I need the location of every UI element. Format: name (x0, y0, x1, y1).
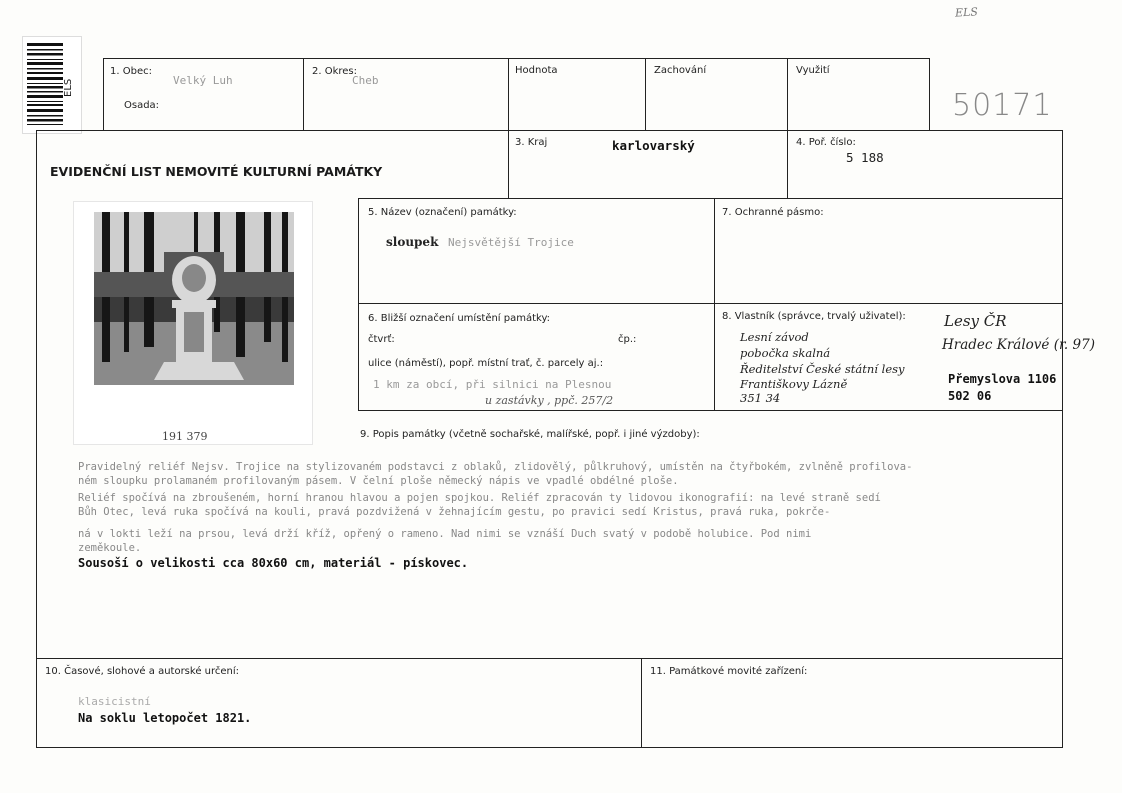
kraj-value: karlovarský (612, 138, 695, 153)
por-cislo-value: 5 188 (846, 150, 884, 165)
movite-label: 11. Památkové movité zařízení: (650, 666, 808, 677)
pasmo-label: 7. Ochranné pásmo: (722, 207, 824, 218)
photo-caption: 191 379 (162, 430, 208, 443)
umisteni-hand: u zastávky , ppč. 257/2 (485, 394, 614, 407)
popis-line-6: zeměkoule. (78, 542, 142, 554)
popis-line-3: Reliéf spočívá na zbroušeném, horní hranou hlavou a pojen spojkou. Reliéf zpracován ty lidovou ikonografií: na levé straně sedí (78, 492, 881, 504)
osada-label: Osada: (124, 100, 160, 111)
popis-line-2: ném sloupku prolamaném profilovaným pásem. V čelní ploše německý nápis ve vpadlé obdélné ploše. (78, 475, 679, 487)
umisteni-label: 6. Bližší označení umístění památky: (368, 313, 551, 324)
zachovani-label: Zachování (654, 65, 707, 76)
casove-value-2: Na soklu letopočet 1821. (78, 711, 252, 725)
vlastnik-hand-1: Lesní závod (740, 330, 809, 344)
cp-label: čp.: (618, 334, 637, 345)
nazev-typed: Nejsvětější Trojice (448, 236, 574, 249)
umisteni-typed: 1 km za obcí, při silnici na Plesnou (373, 378, 612, 391)
vlastnik-hand-right-2: Hradec Králové (r. 97) (942, 337, 1095, 353)
vlastnik-label: 8. Vlastník (správce, trvalý uživatel): (722, 311, 906, 322)
vlastnik-hand-2: pobočka skalná (740, 346, 831, 360)
page-title: EVIDENČNÍ LIST NEMOVITÉ KULTURNÍ PAMÁTKY (50, 164, 383, 179)
casove-value-1: klasicistní (78, 695, 151, 708)
ctvrt-label: čtvrť: (368, 334, 395, 345)
obec-value: Velký Luh (173, 74, 233, 87)
popis-label: 9. Popis památky (včetně sochařské, malířské, popř. i jiné výzdoby): (360, 429, 700, 440)
obec-label: 1. Obec: (110, 66, 152, 77)
monument-photo (73, 201, 313, 445)
vlastnik-hand-4: Františkovy Lázně (740, 377, 848, 391)
top-note: ELS (954, 5, 979, 20)
popis-line-1: Pravidelný reliéf Nejsv. Trojice na stylizovaném podstavci z oblaků, zlidovělý, půlkruhový, umístěn na čtyřbokém, zvlněně profilova- (78, 461, 913, 473)
nazev-label: 5. Název (označení) památky: (368, 207, 517, 218)
vlastnik-typed-2: 502 06 (948, 389, 992, 403)
vyuziti-label: Využití (796, 65, 830, 76)
vlastnik-hand-5: 351 34 (740, 391, 781, 405)
barcode (22, 36, 82, 134)
hodnota-label: Hodnota (515, 65, 558, 76)
okres-label: 2. Okres: (312, 66, 358, 77)
margin-number: 50171 (952, 88, 1053, 123)
casove-label: 10. Časové, slohové a autorské určení: (45, 666, 240, 677)
vlastnik-hand-right-1: Lesy ČR (944, 312, 1007, 330)
barcode-text: ELS (63, 78, 74, 97)
vlastnik-hand-3: Ředitelství České státní lesy (740, 362, 905, 376)
popis-line-5: ná v lokti leží na prsou, levá drží kříž, opřený o rameno. Nad nimi se vznáší Duch svatý v podobě holubice. Pod nimi (78, 528, 812, 540)
por-cislo-label: 4. Poř. číslo: (796, 137, 856, 148)
vlastnik-typed-1: Přemyslova 1106 (948, 372, 1057, 386)
popis-extra: Sousoší o velikosti cca 80x60 cm, materiál - pískovec. (78, 556, 469, 570)
okres-value: Cheb (352, 74, 379, 87)
ulice-label: ulice (náměstí), popř. místní trať, č. parcely aj.: (368, 358, 604, 369)
kraj-label: 3. Kraj (515, 137, 548, 148)
popis-line-4: Bůh Otec, levá ruka spočívá na kouli, pravá pozdvižená v žehnajícím gestu, po pravici sedí Kristus, pravá ruka, pokrče- (78, 506, 831, 518)
nazev-hand: sloupek (386, 235, 439, 249)
